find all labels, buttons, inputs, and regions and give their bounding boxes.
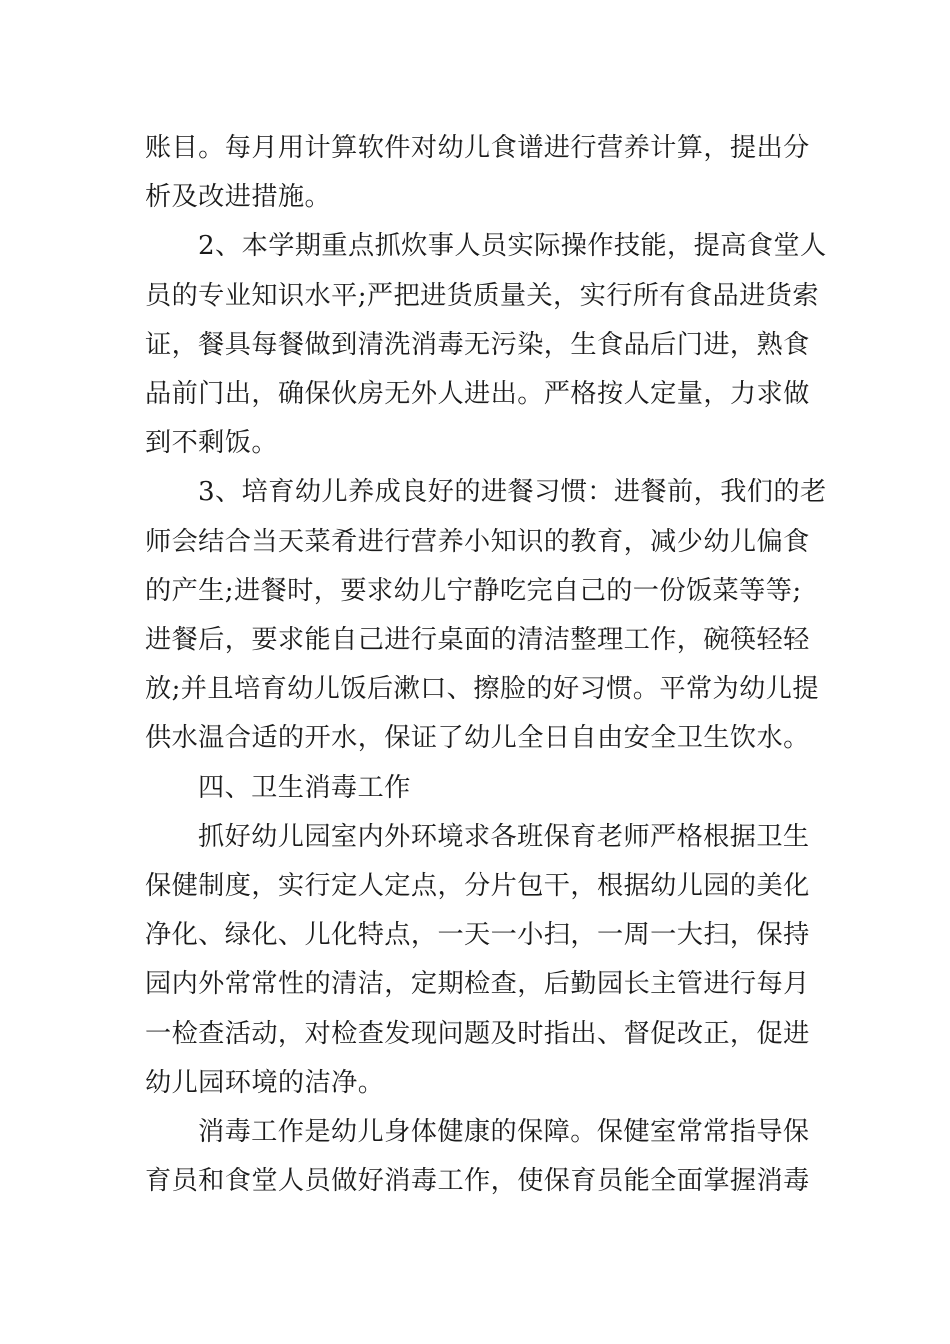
paragraph-nutrition-accounts	[145, 124, 810, 222]
text-line: 到不剩饭。	[145, 428, 278, 459]
text-line: 师会结合当天菜肴进行营养小知识的教育，减少幼儿偏食	[145, 526, 810, 557]
text-line: 保健制度，实行定人定点，分片包干，根据幼儿园的美化	[145, 871, 810, 902]
paragraph-disinfection	[145, 1108, 810, 1206]
text-line: 进餐后，要求能自己进行桌面的清洁整理工作，碗筷轻轻	[145, 625, 810, 656]
text-line: 净化、绿化、儿化特点，一天一小扫，一周一大扫，保持	[145, 920, 810, 951]
text-line: 析及改进措施。	[145, 182, 332, 213]
text-line: 证，餐具每餐做到清洗消毒无污染，生食品后门进，熟食	[145, 329, 810, 360]
text-line: 园内外常常性的清洁，定期检查，后勤园长主管进行每月	[145, 969, 810, 1000]
section-heading-hygiene	[145, 764, 810, 813]
text-line: 育员和食堂人员做好消毒工作，使保育员能全面掌握消毒	[145, 1166, 810, 1197]
text-line: 的产生;进餐时，要求幼儿宁静吃完自己的一份饭菜等等;	[145, 575, 802, 606]
paragraph-eating-habits	[145, 468, 827, 763]
text-line: 品前门出，确保伙房无外人进出。严格按人定量，力求做	[145, 379, 810, 410]
text-line: 员的专业知识水平;严把进货质量关，实行所有食品进货索	[145, 280, 819, 311]
text-line: 一检查活动，对检查发现问题及时指出、督促改正，促进	[145, 1018, 810, 1049]
section-heading: 四、卫生消毒工作	[198, 772, 411, 803]
paragraph-kitchen-staff	[145, 222, 827, 468]
paragraph-environment	[145, 813, 810, 1108]
text-line: 供水温合适的开水，保证了幼儿全日自由安全卫生饮水。	[145, 723, 810, 754]
text-line: 幼儿园环境的洁净。	[145, 1067, 385, 1098]
text-line: 抓好幼儿园室内外环境求各班保育老师严格根据卫生	[198, 821, 810, 852]
text-line: 2、本学期重点抓炊事人员实际操作技能，提高食堂人	[198, 231, 827, 262]
text-line: 消毒工作是幼儿身体健康的保障。保健室常常指导保	[198, 1117, 810, 1148]
document-body	[145, 124, 827, 1206]
text-line: 账目。每月用计算软件对幼儿食谱进行营养计算，提出分	[145, 133, 810, 163]
text-line: 3、培育幼儿养成良好的进餐习惯：进餐前，我们的老	[198, 477, 827, 508]
text-line: 放;并且培育幼儿饭后漱口、擦脸的好习惯。平常为幼儿提	[145, 674, 819, 705]
